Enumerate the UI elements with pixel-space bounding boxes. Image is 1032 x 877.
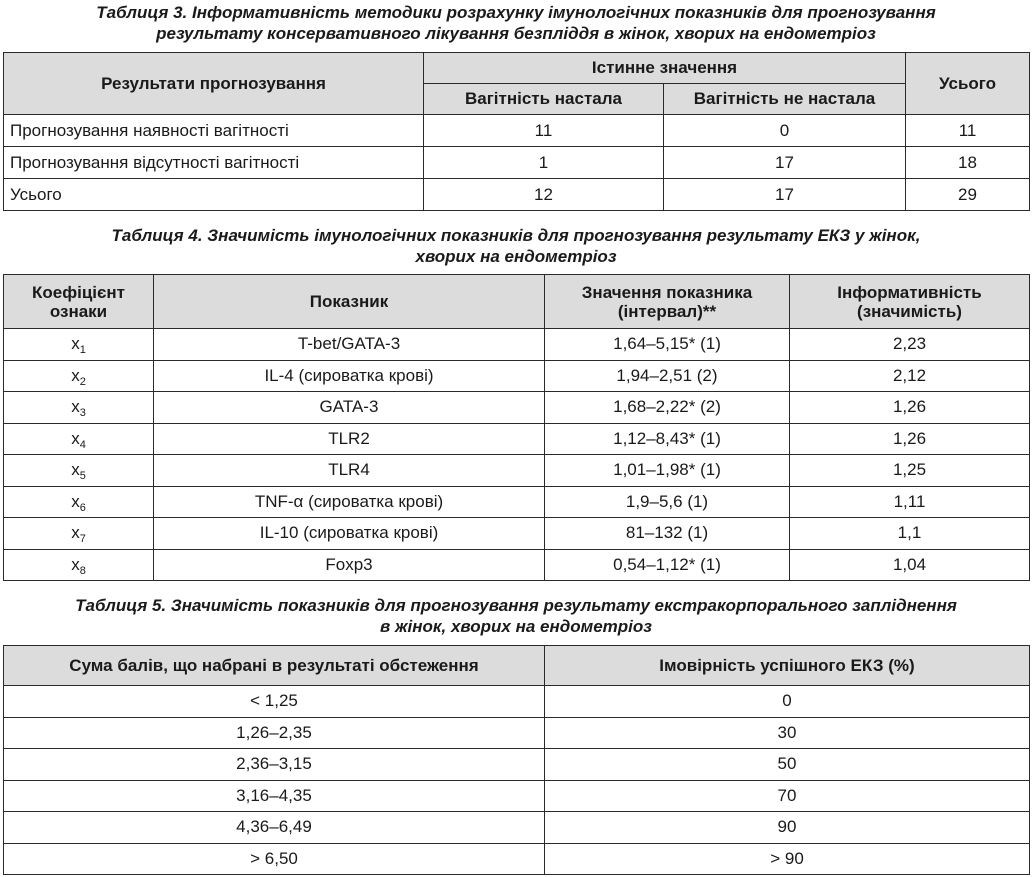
coef-subscript: 1	[79, 344, 86, 357]
coef-symbol: x	[71, 554, 80, 574]
coef-symbol: x	[71, 397, 80, 417]
table3-header-total: Усього	[906, 53, 1030, 115]
table5-header-score: Сума балів, що набрані в результаті обстеження	[4, 646, 545, 686]
table4-cell-indicator: TLR4	[154, 455, 545, 487]
table4-header-info-line2: (значимість)	[857, 301, 962, 321]
coef-subscript: 3	[79, 407, 86, 420]
table4-cell-info: 1,11	[790, 486, 1030, 518]
table5-cell-probability: 90	[545, 812, 1030, 844]
table4-header-info-line1: Інформативність	[837, 282, 982, 302]
table3-cell-label: Прогнозування відсутності вагітності	[4, 147, 424, 179]
table3-caption-line1: Таблиця 3. Інформативність методики розрахунку імунологічних показників для прогнозування	[96, 3, 936, 22]
table5-cell-probability: 70	[545, 780, 1030, 812]
table3-caption	[0, 2, 1032, 44]
table3-cell-label: Усього	[4, 179, 424, 211]
table-row	[4, 686, 1030, 718]
coef-symbol: x	[71, 460, 80, 480]
table4-cell-coef	[4, 455, 154, 487]
table4-cell-indicator: TNF-α (сироватка крові)	[154, 486, 545, 518]
table4-cell-value: 0,54–1,12* (1)	[545, 549, 790, 581]
table5-cell-score: < 1,25	[4, 686, 545, 718]
table5-cell-probability: 50	[545, 749, 1030, 781]
table-row	[4, 486, 1030, 518]
table5-caption	[0, 595, 1032, 637]
table4-cell-coef	[4, 360, 154, 392]
table5-caption-line2: в жінок, хворих на ендометріоз	[380, 617, 652, 636]
table3-cell-no: 17	[664, 147, 906, 179]
table-row	[4, 717, 1030, 749]
table4-header-value-line2: (інтервал)**	[617, 301, 717, 321]
table5-cell-probability: 0	[545, 686, 1030, 718]
table3	[3, 52, 1030, 211]
table4-cell-info: 1,25	[790, 455, 1030, 487]
table-row	[4, 392, 1030, 424]
table3-cell-total: 11	[906, 115, 1030, 147]
coef-symbol: x	[71, 365, 80, 385]
table-row	[4, 780, 1030, 812]
table5-cell-probability: > 90	[545, 843, 1030, 875]
table3-header-true-value: Істинне значення	[424, 53, 906, 84]
table4-caption-line2: хворих на ендометріоз	[415, 247, 617, 266]
table4-cell-value: 1,12–8,43* (1)	[545, 423, 790, 455]
table4-header-indicator: Показник	[154, 275, 545, 329]
table4-cell-coef	[4, 329, 154, 361]
table4-cell-value: 1,9–5,6 (1)	[545, 486, 790, 518]
table3-cell-yes: 1	[424, 147, 664, 179]
table4-cell-info: 1,1	[790, 518, 1030, 550]
table-row	[4, 812, 1030, 844]
table5-header-probability: Імовірність успішного ЕКЗ (%)	[545, 646, 1030, 686]
table4-cell-value: 1,94–2,51 (2)	[545, 360, 790, 392]
table3-header-pregnancy-no: Вагітність не настала	[664, 84, 906, 115]
table4-cell-indicator: Foxp3	[154, 549, 545, 581]
table4-cell-value: 1,68–2,22* (2)	[545, 392, 790, 424]
table-row	[4, 360, 1030, 392]
table5	[3, 645, 1030, 875]
table4-cell-value: 81–132 (1)	[545, 518, 790, 550]
table-row	[4, 147, 1030, 179]
table4-cell-value: 1,01–1,98* (1)	[545, 455, 790, 487]
coef-symbol: x	[71, 491, 80, 511]
table4-cell-coef	[4, 392, 154, 424]
table4-cell-indicator: IL-4 (сироватка крові)	[154, 360, 545, 392]
table-row	[4, 455, 1030, 487]
table4-header-coef-line2: ознаки	[49, 301, 108, 321]
table4-cell-info: 2,23	[790, 329, 1030, 361]
table-row	[4, 329, 1030, 361]
coef-subscript: 6	[79, 501, 86, 514]
table3-cell-yes: 12	[424, 179, 664, 211]
table-row	[4, 179, 1030, 211]
coef-subscript: 8	[79, 564, 86, 577]
table5-cell-score: 4,36–6,49	[4, 812, 545, 844]
table3-cell-yes: 11	[424, 115, 664, 147]
table4-cell-info: 1,26	[790, 423, 1030, 455]
table4	[3, 274, 1030, 581]
coef-subscript: 2	[79, 375, 86, 388]
table5-cell-score: 3,16–4,35	[4, 780, 545, 812]
coef-symbol: x	[71, 523, 80, 543]
coef-subscript: 7	[79, 533, 86, 546]
table4-header-coef-line1: Коефіцієнт	[32, 282, 125, 302]
table3-cell-total: 29	[906, 179, 1030, 211]
table-row	[4, 423, 1030, 455]
table4-header-coef	[4, 275, 154, 329]
table3-cell-label: Прогнозування наявності вагітності	[4, 115, 424, 147]
table-row	[4, 843, 1030, 875]
coef-symbol: x	[71, 428, 80, 448]
table5-cell-score: 1,26–2,35	[4, 717, 545, 749]
coef-subscript: 5	[79, 470, 86, 483]
table4-header-info	[790, 275, 1030, 329]
table4-cell-coef	[4, 518, 154, 550]
table4-cell-value: 1,64–5,15* (1)	[545, 329, 790, 361]
table4-cell-coef	[4, 486, 154, 518]
table4-caption-line1: Таблиця 4. Значимість імунологічних показників для прогнозування результату ЕКЗ у жінок,	[111, 226, 921, 245]
table4-header-value	[545, 275, 790, 329]
table-row	[4, 518, 1030, 550]
table5-cell-probability: 30	[545, 717, 1030, 749]
table4-cell-indicator: GATA-3	[154, 392, 545, 424]
table3-header-pregnancy-yes: Вагітність настала	[424, 84, 664, 115]
table4-cell-coef	[4, 423, 154, 455]
table3-header-results: Результати прогнозування	[4, 53, 424, 115]
table3-caption-line2: результату консервативного лікування безпліддя в жінок, хворих на ендометріоз	[156, 24, 876, 43]
table4-header-value-line1: Значення показника	[581, 282, 753, 302]
table-row	[4, 749, 1030, 781]
table3-cell-no: 17	[664, 179, 906, 211]
table-row	[4, 115, 1030, 147]
table5-cell-score: 2,36–3,15	[4, 749, 545, 781]
table-row	[4, 549, 1030, 581]
coef-subscript: 4	[79, 438, 86, 451]
table5-cell-score: > 6,50	[4, 843, 545, 875]
table5-caption-line1: Таблиця 5. Значимість показників для прогнозування результату екстракорпорального запліднення	[75, 596, 957, 615]
table4-cell-indicator: TLR2	[154, 423, 545, 455]
table3-cell-no: 0	[664, 115, 906, 147]
table4-cell-info: 2,12	[790, 360, 1030, 392]
table3-cell-total: 18	[906, 147, 1030, 179]
coef-symbol: x	[71, 334, 80, 354]
table4-cell-coef	[4, 549, 154, 581]
table4-cell-indicator: IL-10 (сироватка крові)	[154, 518, 545, 550]
table4-cell-info: 1,26	[790, 392, 1030, 424]
table4-cell-info: 1,04	[790, 549, 1030, 581]
table4-cell-indicator: T-bet/GATA-3	[154, 329, 545, 361]
table4-caption	[0, 225, 1032, 267]
